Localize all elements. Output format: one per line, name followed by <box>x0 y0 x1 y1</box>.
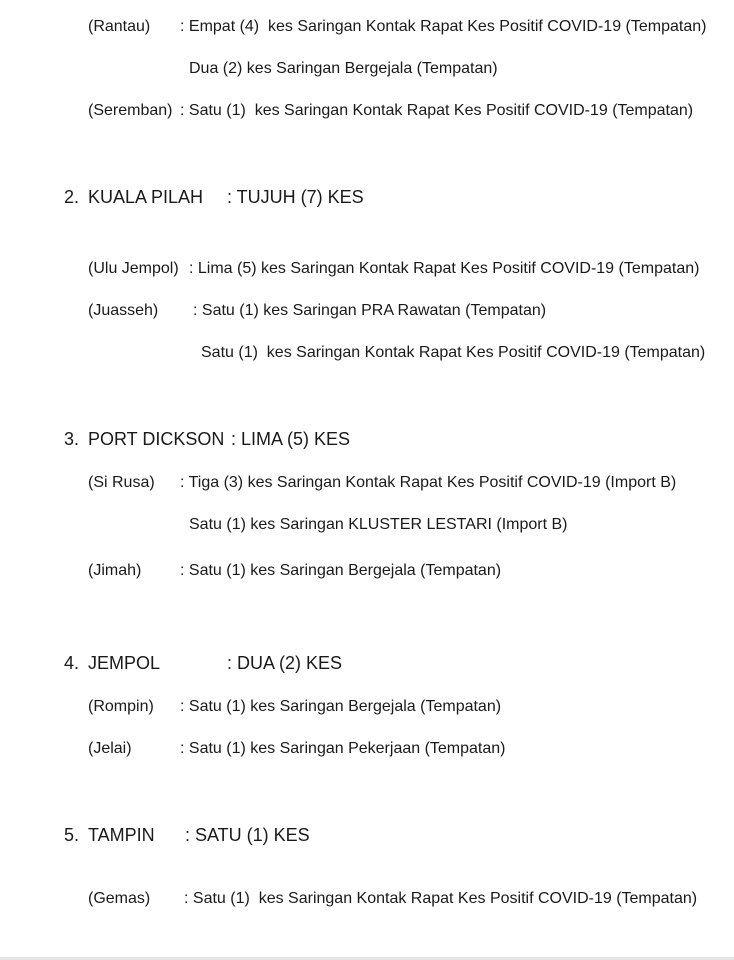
district-name: JEMPOL <box>88 653 161 673</box>
district-name: TAMPIN <box>88 825 155 845</box>
locality-label: (Ulu Jempol) <box>88 260 179 277</box>
section-number: 5. <box>64 825 80 845</box>
case-detail: Satu (1) kes Saringan Kontak Rapat Kes Positif COVID-19 (Tempatan) <box>201 344 706 361</box>
district-total: : TUJUH (7) KES <box>227 187 364 207</box>
case-detail: : Satu (1) kes Saringan Bergejala (Tempatan) <box>180 562 502 579</box>
locality-label: (Si Rusa) <box>88 474 155 491</box>
case-detail: : Satu (1) kes Saringan Kontak Rapat Kes Positif COVID-19 (Tempatan) <box>184 890 698 907</box>
case-detail: : Satu (1) kes Saringan Kontak Rapat Kes Positif COVID-19 (Tempatan) <box>180 102 694 119</box>
locality-label: (Jelai) <box>88 740 132 757</box>
case-detail: Dua (2) kes Saringan Bergejala (Tempatan) <box>189 60 498 77</box>
case-detail: : Lima (5) kes Saringan Kontak Rapat Kes Positif COVID-19 (Tempatan) <box>189 260 700 277</box>
case-detail: Satu (1) kes Saringan KLUSTER LESTARI (Import B) <box>189 516 568 533</box>
section-number: 2. <box>64 187 80 207</box>
case-detail: : Satu (1) kes Saringan PRA Rawatan (Tempatan) <box>193 302 547 319</box>
case-detail: : Satu (1) kes Saringan Bergejala (Tempatan) <box>180 698 502 715</box>
district-name: PORT DICKSON <box>88 429 225 449</box>
locality-label: (Gemas) <box>88 890 151 907</box>
locality-label: (Rompin) <box>88 698 154 715</box>
district-name: KUALA PILAH <box>88 187 204 207</box>
locality-label: (Juasseh) <box>88 302 159 319</box>
locality-label: (Rantau) <box>88 18 151 35</box>
district-total: : DUA (2) KES <box>227 653 343 673</box>
case-detail: : Tiga (3) kes Saringan Kontak Rapat Kes Positif COVID-19 (Import B) <box>180 474 677 491</box>
section-number: 4. <box>64 653 80 673</box>
case-detail: : Satu (1) kes Saringan Pekerjaan (Tempatan) <box>180 740 506 757</box>
locality-label: (Seremban) <box>88 102 173 119</box>
section-number: 3. <box>64 429 80 449</box>
case-detail: : Empat (4) kes Saringan Kontak Rapat Kes Positif COVID-19 (Tempatan) <box>180 18 707 35</box>
locality-label: (Jimah) <box>88 562 142 579</box>
district-total: : LIMA (5) KES <box>231 429 351 449</box>
district-total: : SATU (1) KES <box>185 825 310 845</box>
